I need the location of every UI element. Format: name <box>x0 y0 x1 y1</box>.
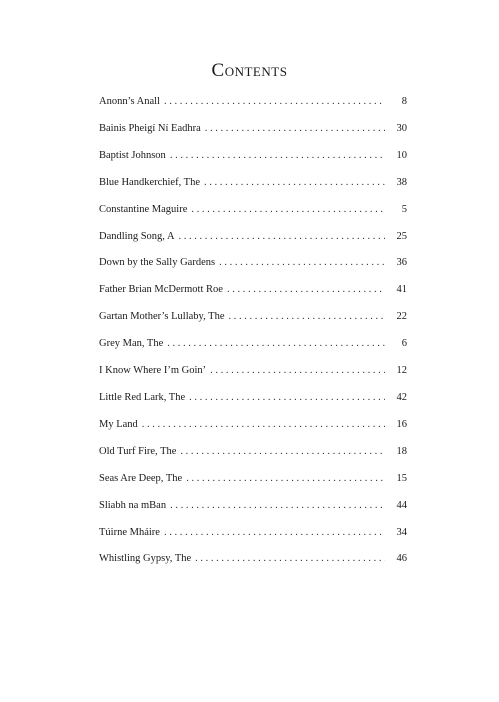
toc-entry <box>99 527 407 554</box>
toc-entry-page-number: 10 <box>396 149 407 161</box>
dot-leader <box>164 96 385 107</box>
dot-leader <box>164 527 385 538</box>
toc-entry-page-number: 42 <box>396 391 407 403</box>
toc-entry-title: Seas Are Deep, The <box>99 472 183 484</box>
toc-entry-title: I Know Where I’m Goin’ <box>99 365 207 377</box>
toc-entry-title: Grey Man, The <box>99 338 164 350</box>
toc-entry <box>99 177 407 204</box>
toc-entry-page-number: 30 <box>396 122 407 134</box>
toc-entry-page-number: 41 <box>396 284 407 296</box>
toc-entry <box>99 392 407 419</box>
toc-entry <box>99 257 407 284</box>
dot-leader <box>179 231 385 242</box>
toc-entry-page-number: 46 <box>396 553 407 565</box>
toc-entry-title: Down by the Sally Gardens <box>99 257 216 269</box>
toc-entry <box>99 311 407 338</box>
toc-entry-title: Anonn’s Anall <box>99 96 160 107</box>
toc-entry-title: Constantine Maguire <box>99 203 188 215</box>
page-title: Contents <box>211 60 288 81</box>
dot-leader <box>180 446 385 457</box>
dot-leader <box>167 338 385 349</box>
toc-entry-title: Father Brian McDermott Roe <box>99 284 223 296</box>
toc-entry <box>99 231 407 258</box>
toc-entry-title: Little Red Lark, The <box>99 391 186 403</box>
toc-entry <box>99 446 407 473</box>
toc-entry <box>99 338 407 365</box>
toc-entry <box>99 553 407 580</box>
toc-entry-page-number: 34 <box>396 526 407 538</box>
toc-entry-title: Gartan Mother’s Lullaby, The <box>99 311 225 323</box>
dot-leader <box>189 392 385 403</box>
toc-entry-title: Whistling Gypsy, The <box>99 553 192 565</box>
toc-entry-title: Old Turf Fire, The <box>99 445 177 457</box>
toc-entry-page-number: 38 <box>396 176 407 188</box>
toc-entry <box>99 365 407 392</box>
toc-entry-title: Sliabh na mBan <box>99 499 167 511</box>
toc-entry-page-number: 25 <box>396 230 407 242</box>
toc-entry <box>99 96 407 123</box>
toc-entry-page-number: 22 <box>396 311 407 323</box>
dot-leader <box>204 177 385 188</box>
toc-entry-title: Dandling Song, A <box>99 230 175 242</box>
toc-entry-page-number: 36 <box>396 257 407 269</box>
toc-entry-page-number: 16 <box>396 418 407 430</box>
toc-entry-page-number: 18 <box>396 445 407 457</box>
toc-entry-title: My Land <box>99 418 138 430</box>
toc-entry-title: Baptist Johnson <box>99 149 166 161</box>
toc-entry <box>99 473 407 500</box>
toc-entry-title: Bainis Pheigí Ní Eadhra <box>99 122 201 134</box>
dot-leader <box>191 204 385 215</box>
toc-entry <box>99 419 407 446</box>
table-of-contents <box>99 96 407 580</box>
toc-entry-page-number: 12 <box>396 365 407 377</box>
toc-entry-title: Blue Handkerchief, The <box>99 176 200 188</box>
toc-entry-page-number: 44 <box>396 499 407 511</box>
dot-leader <box>210 365 385 376</box>
dot-leader <box>170 500 385 511</box>
toc-entry <box>99 150 407 177</box>
toc-entry-page-number: 15 <box>396 472 407 484</box>
dot-leader <box>170 150 385 161</box>
toc-entry-page-number: 8 <box>401 96 407 107</box>
dot-leader <box>219 257 385 268</box>
dot-leader <box>142 419 385 430</box>
dot-leader <box>205 123 385 134</box>
dot-leader <box>186 473 385 484</box>
toc-entry-title: Túirne Mháire <box>99 526 160 538</box>
dot-leader <box>227 284 385 295</box>
toc-entry <box>99 500 407 527</box>
toc-entry <box>99 123 407 150</box>
toc-entry-page-number: 6 <box>401 338 407 350</box>
toc-entry-page-number: 5 <box>401 203 407 215</box>
dot-leader <box>228 311 385 322</box>
toc-entry <box>99 204 407 231</box>
dot-leader <box>195 553 385 564</box>
toc-entry <box>99 284 407 311</box>
